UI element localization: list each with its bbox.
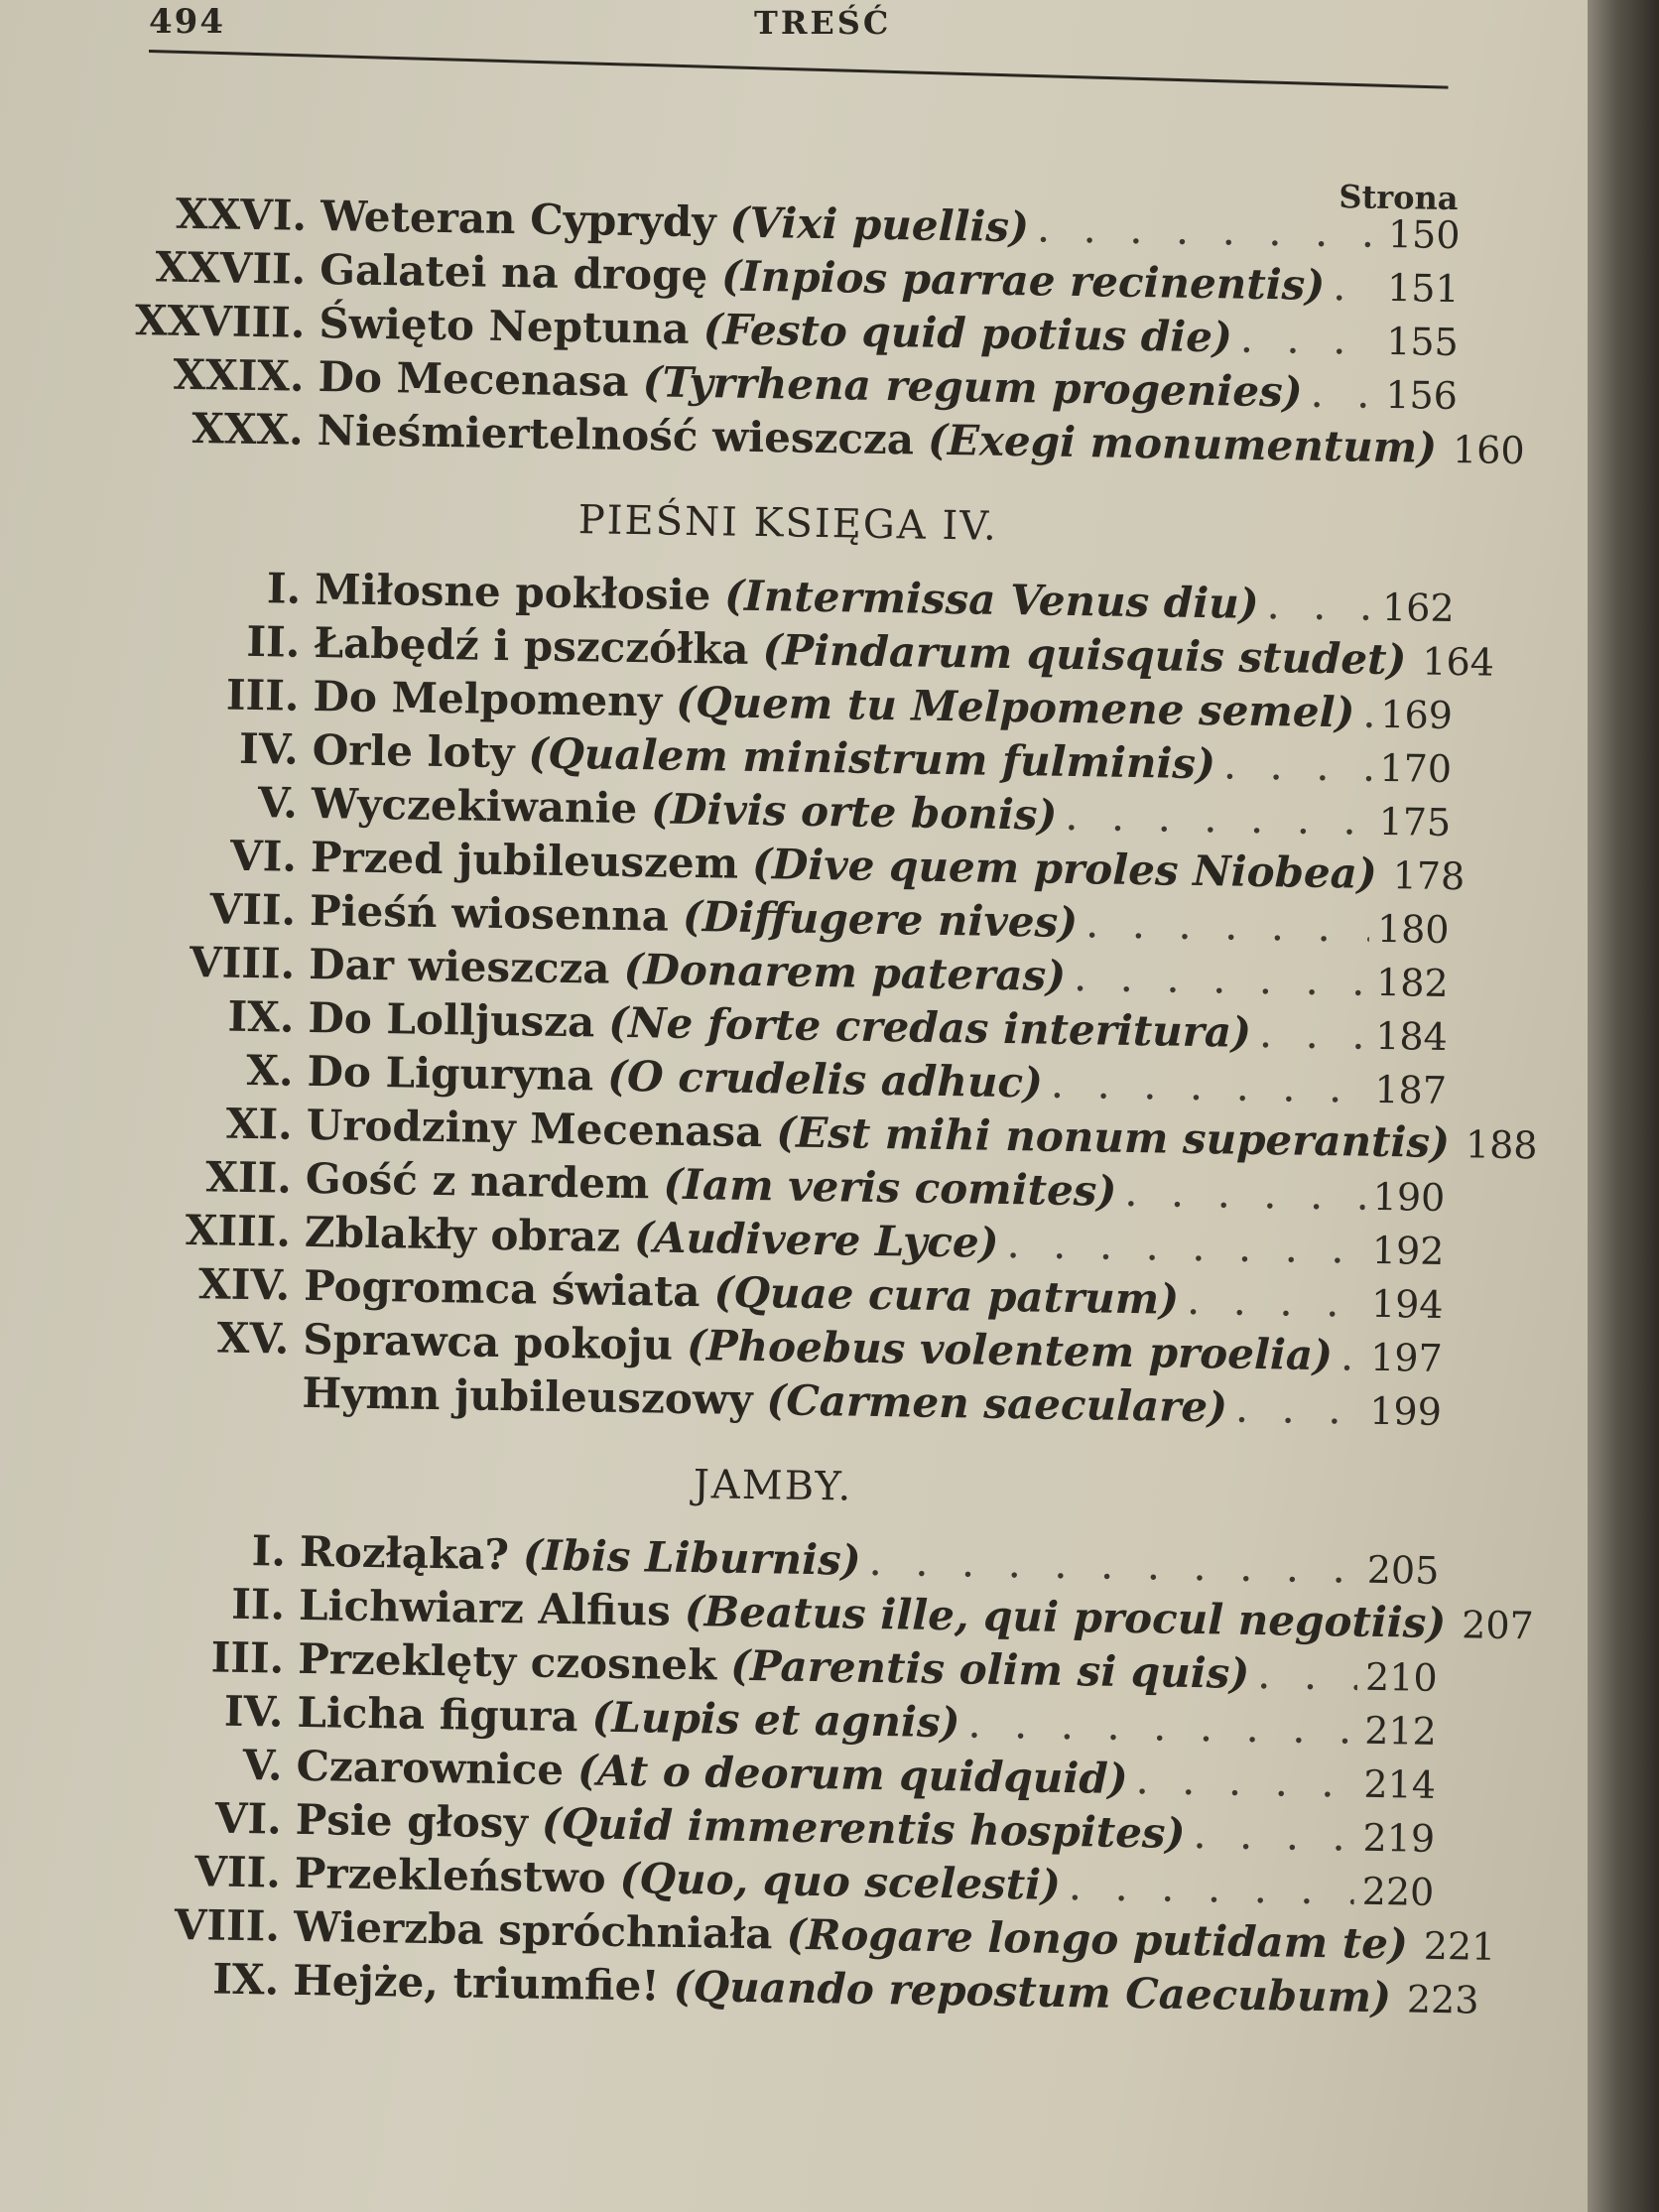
entry-latin-title: (At o deorum quidquid) bbox=[576, 1746, 1128, 1804]
dot-leader bbox=[868, 1536, 1359, 1593]
entry-title: Nieśmiertelność wieszcza bbox=[317, 406, 915, 464]
entry-number: III. bbox=[225, 670, 300, 720]
entry-number: IX. bbox=[211, 1954, 280, 2005]
dot-leader bbox=[1414, 635, 1415, 684]
entry-page-number: 180 bbox=[1376, 906, 1450, 952]
entry-number: XV. bbox=[216, 1313, 290, 1364]
entry-latin-title: (Inpios parrae recinentis) bbox=[720, 251, 1326, 310]
entry-title: Lichwiarz Alfius bbox=[298, 1580, 672, 1635]
entry-page-number: 187 bbox=[1374, 1067, 1448, 1112]
entry-latin-title: (Intermissa Venus diu) bbox=[723, 571, 1259, 628]
entry-page-number: 205 bbox=[1366, 1547, 1440, 1593]
entry-page-number: 214 bbox=[1363, 1761, 1437, 1807]
entry-title: Miłosne pokłosie bbox=[314, 564, 711, 620]
entry-page-number: 221 bbox=[1423, 1923, 1496, 1969]
page-number: 494 bbox=[149, 2, 225, 42]
page-column-label: Strona bbox=[1339, 178, 1459, 218]
entry-number: VI. bbox=[214, 1793, 283, 1844]
entry-latin-title: (Quid immerentis hospites) bbox=[541, 1798, 1186, 1858]
dot-leader bbox=[1235, 1383, 1362, 1434]
entry-page-number: 220 bbox=[1361, 1869, 1435, 1914]
entry-title: Przekleństwo bbox=[294, 1848, 607, 1902]
entry-latin-title: (Tyrrhena regum progenies) bbox=[642, 357, 1303, 417]
entry-number: VIII. bbox=[189, 938, 296, 988]
entry-title: Dar wieszcza bbox=[308, 939, 610, 993]
entry-title: Przeklęty czosnek bbox=[297, 1633, 717, 1690]
entry-title: Czarownice bbox=[296, 1741, 565, 1795]
entry-page-number: 184 bbox=[1374, 1013, 1449, 1059]
entry-number: VII. bbox=[209, 884, 297, 935]
entry-title: Do Melpomeny bbox=[313, 671, 663, 726]
entry-title: Psie głosy bbox=[295, 1794, 529, 1848]
section-title: JAMBY. bbox=[693, 1462, 853, 1510]
entry-latin-title: (Audivere Lyce) bbox=[633, 1213, 999, 1267]
entry-number: XXVIII. bbox=[134, 296, 306, 347]
dot-leader bbox=[1065, 791, 1371, 845]
entry-number: XII. bbox=[204, 1152, 293, 1203]
dot-leader bbox=[1310, 368, 1378, 418]
entry-title: Przed jubileuszem bbox=[310, 832, 739, 888]
entry-number: III. bbox=[210, 1632, 285, 1683]
entry-latin-title: (Festo quid potius die) bbox=[702, 305, 1233, 362]
entry-number: XIV. bbox=[197, 1259, 291, 1310]
dot-leader bbox=[1259, 1008, 1368, 1059]
entry-title: Wyczekiwanie bbox=[311, 778, 638, 834]
entry-title: Pieśń wiosenna bbox=[309, 885, 670, 941]
entry-number: XXVII. bbox=[155, 242, 307, 294]
entry-number: V. bbox=[257, 778, 299, 828]
entry-title: Rozłąka? bbox=[299, 1526, 510, 1580]
entry-number: I. bbox=[266, 564, 302, 613]
entry-latin-title: (Divis orte bonis) bbox=[650, 784, 1058, 840]
entry-number: I. bbox=[251, 1526, 287, 1576]
entry-page-number: 223 bbox=[1406, 1977, 1479, 2022]
dot-leader bbox=[1069, 1861, 1355, 1914]
dot-leader bbox=[1187, 1275, 1364, 1327]
entry-page-number: 188 bbox=[1465, 1122, 1538, 1168]
running-title: TREŚĆ bbox=[754, 4, 892, 42]
entry-latin-title: (Phoebus volentem proelia) bbox=[686, 1320, 1334, 1380]
header-rule bbox=[149, 50, 1449, 89]
entry-latin-title: (Quo, quo scelesti) bbox=[619, 1853, 1062, 1909]
entry-title: Hejże, triumfie! bbox=[292, 1955, 661, 2011]
entry-page-number: 194 bbox=[1370, 1281, 1444, 1327]
dot-leader bbox=[1384, 849, 1385, 898]
dot-leader bbox=[1415, 1920, 1416, 1969]
entry-title: Do Liguryna bbox=[307, 1046, 594, 1101]
entry-page-number: 178 bbox=[1392, 853, 1466, 899]
section-title: PIEŚNI KSIĘGA IV. bbox=[577, 497, 999, 550]
entry-latin-title: (Parentis olim si quis) bbox=[729, 1640, 1250, 1698]
entry-number: VII. bbox=[194, 1847, 282, 1897]
entry-title: Sprawca pokoju bbox=[302, 1314, 674, 1369]
entry-latin-title: (Vixi puellis) bbox=[729, 197, 1030, 252]
entry-title: Gość z nardem bbox=[305, 1153, 650, 1209]
dot-leader bbox=[1037, 202, 1381, 256]
entry-page-number: 210 bbox=[1364, 1654, 1438, 1700]
entry-title: Pogromca świata bbox=[303, 1260, 701, 1317]
entry-latin-title: (Carmen saeculare) bbox=[766, 1375, 1228, 1432]
entry-latin-title: (Quae cura patrum) bbox=[713, 1267, 1180, 1324]
entry-number: X. bbox=[245, 1045, 294, 1096]
dot-leader bbox=[1223, 739, 1372, 790]
entry-latin-title: (Ne forte credas interitura) bbox=[607, 997, 1252, 1057]
dot-leader bbox=[1454, 1599, 1455, 1647]
entry-page-number: 190 bbox=[1372, 1174, 1446, 1220]
entry-title: Galatei na drogę bbox=[319, 245, 708, 301]
page-shadow bbox=[1588, 0, 1659, 2212]
entry-number: V. bbox=[242, 1741, 283, 1790]
entry-number: XXIX. bbox=[173, 349, 305, 401]
entry-number: XXX. bbox=[191, 404, 305, 455]
entry-latin-title: (Ibis Liburnis) bbox=[522, 1530, 862, 1585]
entry-number: IV. bbox=[238, 723, 300, 774]
entry-title: Do Lolljusza bbox=[308, 992, 595, 1047]
entry-number: XIII. bbox=[185, 1206, 292, 1256]
entry-title: Do Mecenasa bbox=[318, 352, 630, 406]
entry-page-number: 160 bbox=[1452, 427, 1525, 473]
entry-number: IV. bbox=[223, 1686, 284, 1737]
entry-page-number: 175 bbox=[1378, 799, 1452, 846]
dot-leader bbox=[1051, 1059, 1367, 1112]
entry-page-number: 219 bbox=[1362, 1815, 1436, 1861]
dot-leader bbox=[1124, 1167, 1365, 1220]
entry-page-number: 164 bbox=[1422, 639, 1495, 685]
dot-leader bbox=[1006, 1219, 1364, 1273]
entry-page-number: 197 bbox=[1369, 1335, 1444, 1380]
dot-leader bbox=[1340, 1331, 1363, 1379]
entry-latin-title: (Quem tu Melpomene semel) bbox=[675, 677, 1355, 737]
entry-title: Urodziny Mecenasa bbox=[306, 1100, 763, 1157]
entry-number bbox=[109, 1404, 302, 1407]
entry-page-number: 207 bbox=[1461, 1603, 1535, 1648]
entry-latin-title: (Beatus ille, qui procul negotiis) bbox=[684, 1586, 1447, 1648]
entry-latin-title: (Diffugere nives) bbox=[682, 891, 1079, 948]
entry-page-number: 212 bbox=[1363, 1708, 1438, 1754]
dot-leader bbox=[1458, 1118, 1459, 1167]
entry-latin-title: (O crudelis adhuc) bbox=[606, 1051, 1044, 1107]
dot-leader bbox=[1085, 898, 1370, 951]
entry-page-number: 199 bbox=[1368, 1388, 1443, 1434]
entry-latin-title: (Iam veris comites) bbox=[663, 1159, 1117, 1216]
dot-leader bbox=[1399, 1973, 1400, 2021]
entry-number: II. bbox=[230, 1579, 286, 1629]
entry-title: Wierzba spróchniała bbox=[293, 1901, 774, 1959]
entry-number: XI. bbox=[225, 1099, 294, 1149]
dot-leader bbox=[1257, 1649, 1358, 1700]
entry-number: VI. bbox=[229, 831, 298, 881]
entry-latin-title: (Lupis et agnis) bbox=[591, 1692, 960, 1748]
entry-number: XXVI. bbox=[175, 189, 308, 240]
dot-leader bbox=[1266, 580, 1374, 630]
entry-page-number: 170 bbox=[1379, 745, 1453, 792]
entry-number: IX. bbox=[227, 991, 295, 1042]
entry-latin-title: (Exegi monumentum) bbox=[927, 415, 1438, 472]
dot-leader bbox=[1074, 952, 1369, 1005]
entry-title: Święto Neptuna bbox=[319, 299, 691, 353]
entry-title: Orle loty bbox=[312, 724, 515, 778]
dot-leader bbox=[1445, 424, 1446, 472]
entry-page-number: 182 bbox=[1375, 960, 1449, 1005]
entry-page-number: 192 bbox=[1371, 1228, 1445, 1273]
entry-latin-title: (Rogare longo putidam te) bbox=[786, 1909, 1409, 1969]
dot-leader bbox=[1362, 689, 1373, 737]
entry-page-number: 169 bbox=[1380, 692, 1454, 738]
entry-latin-title: (Donarem pateras) bbox=[623, 944, 1067, 1000]
entry-latin-title: (Dive quem proles Niobea) bbox=[751, 839, 1378, 898]
entry-latin-title: (Qualem ministrum fulminis) bbox=[528, 728, 1216, 789]
entry-title: Hymn jubileuszowy bbox=[302, 1367, 753, 1425]
entry-page-number: 162 bbox=[1381, 585, 1455, 631]
entry-latin-title: (Pindarum quisquis studet) bbox=[762, 625, 1407, 685]
entry-title: Łabędź i pszczółka bbox=[313, 617, 750, 674]
entry-page-number: 156 bbox=[1385, 372, 1459, 419]
entry-title: Zblakły obraz bbox=[304, 1207, 621, 1261]
dot-leader bbox=[1239, 314, 1378, 364]
dot-leader bbox=[1193, 1809, 1355, 1861]
entry-title: Weteran Cyprydy bbox=[319, 192, 717, 247]
entry-page-number: 150 bbox=[1387, 211, 1461, 258]
dot-leader bbox=[967, 1698, 1357, 1753]
entry-page-number: 155 bbox=[1385, 319, 1460, 365]
entry-title: Licha figura bbox=[297, 1687, 579, 1742]
entry-number: VIII. bbox=[174, 1899, 281, 1951]
entry-latin-title: (Est mihi nonum superantis) bbox=[775, 1107, 1451, 1168]
page-header bbox=[149, 0, 1439, 50]
dot-leader bbox=[1135, 1755, 1356, 1806]
table-of-contents bbox=[100, 159, 1538, 2027]
entry-latin-title: (Quando repostum Caecubum) bbox=[673, 1961, 1392, 2022]
dot-leader bbox=[1333, 261, 1380, 311]
entry-page-number: 151 bbox=[1386, 265, 1460, 312]
entry-number: II. bbox=[246, 616, 301, 667]
